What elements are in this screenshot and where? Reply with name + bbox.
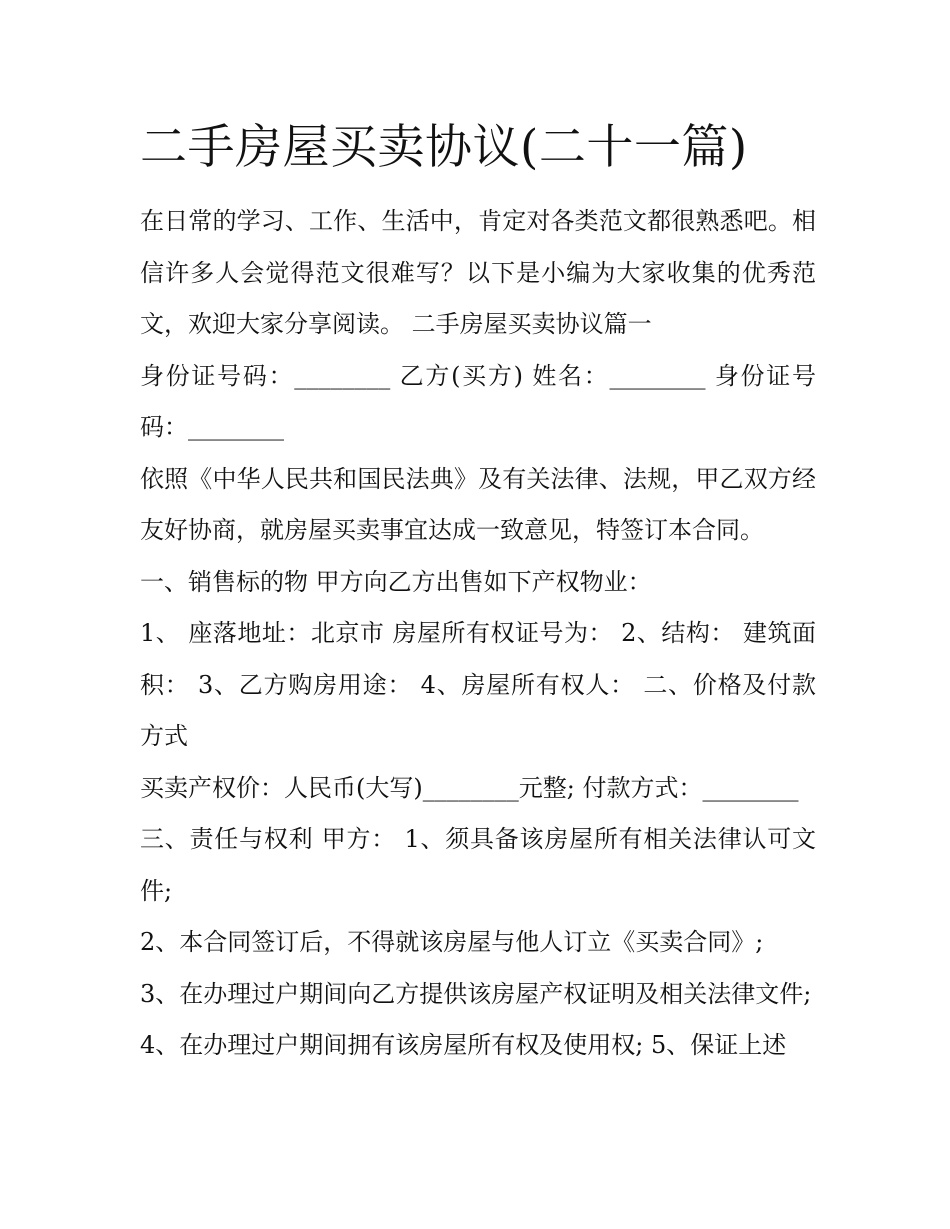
paragraph-price: 买卖产权价：人民币(大写)________元整; 付款方式：________ — [140, 773, 799, 802]
paragraph-clause-4: 4、在办理过户期间拥有该房屋所有权及使用权; 5、保证上述 — [140, 1031, 787, 1059]
paragraph-id-numbers: 身份证号码：________ 乙方(买方) 姓名：________ 身份证号码：________ — [140, 361, 816, 441]
paragraph-clause-3: 3、在办理过户期间向乙方提供该房屋产权证明及相关法律文件; — [140, 979, 812, 1008]
paragraph-legal-basis: 依照《中华人民共和国民法典》及有关法律、法规，甲乙双方经友好协商，就房屋买卖事宜达成一致意见，特签订本合同。 — [140, 464, 816, 544]
paragraph-section-three: 三、责任与权利 甲方： 1、须具备该房屋所有相关法律认可文件; — [140, 825, 816, 905]
paragraph-section-one: 一、销售标的物 甲方向乙方出售如下产权物业： — [140, 567, 652, 596]
document-body — [140, 196, 816, 1072]
paragraph-property-details: 1、 座落地址：北京市 房屋所有权证号为： 2、结构： 建筑面积： 3、乙方购房用途： 4、房屋所有权人： 二、价格及付款方式 — [140, 619, 816, 750]
document-title: 二手房屋买卖协议(二十一篇) — [140, 120, 748, 175]
paragraph-intro: 在日常的学习、工作、生活中，肯定对各类范文都很熟悉吧。相信许多人会觉得范文很难写？以下是小编为大家收集的优秀范文，欢迎大家分享阅读。 二手房屋买卖协议篇一 — [140, 207, 816, 338]
paragraph-clause-2: 2、本合同签订后，不得就该房屋与他人订立《买卖合同》; — [140, 928, 764, 956]
